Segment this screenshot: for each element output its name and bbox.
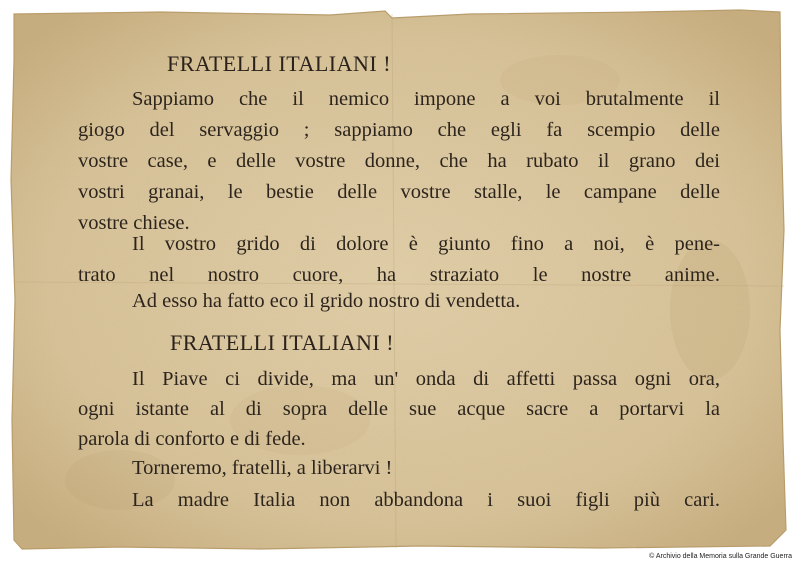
text-line: Il vostro grido di dolore è giunto fino a noi, è pene-	[132, 233, 720, 255]
text-line: vostre chiese.	[78, 212, 190, 234]
text-line: Torneremo, fratelli, a liberarvi !	[132, 457, 393, 479]
text-line: giogo del servaggio ; sappiamo che egli fa scempio delle	[78, 119, 720, 141]
text-line: La madre Italia non abbandona i suoi figli più cari.	[132, 489, 720, 511]
text-line: Ad esso ha fatto eco il grido nostro di vendetta.	[132, 290, 521, 312]
text-line: vostre case, e delle vostre donne, che ha rubato il grano dei	[78, 150, 720, 172]
heading-fratelli-italiani-2: FRATELLI ITALIANI !	[170, 330, 395, 355]
text-line: ogni istante al di sopra delle sue acque sacre a portarvi la	[78, 398, 720, 420]
heading-fratelli-italiani: FRATELLI ITALIANI !	[167, 51, 392, 76]
archive-credit: © Archivio della Memoria sulla Grande Guerra	[649, 553, 792, 560]
text-line: parola di conforto e di fede.	[78, 428, 306, 450]
text-line: Sappiamo che il nemico impone a voi brutalmente il	[132, 88, 720, 110]
text-line: Il Piave ci divide, ma un' onda di affetti passa ogni ora,	[132, 368, 720, 390]
text-line: vostri granai, le bestie delle vostre stalle, le campane delle	[78, 181, 720, 203]
text-line: trato nel nostro cuore, ha straziato le nostre anime.	[78, 264, 720, 286]
